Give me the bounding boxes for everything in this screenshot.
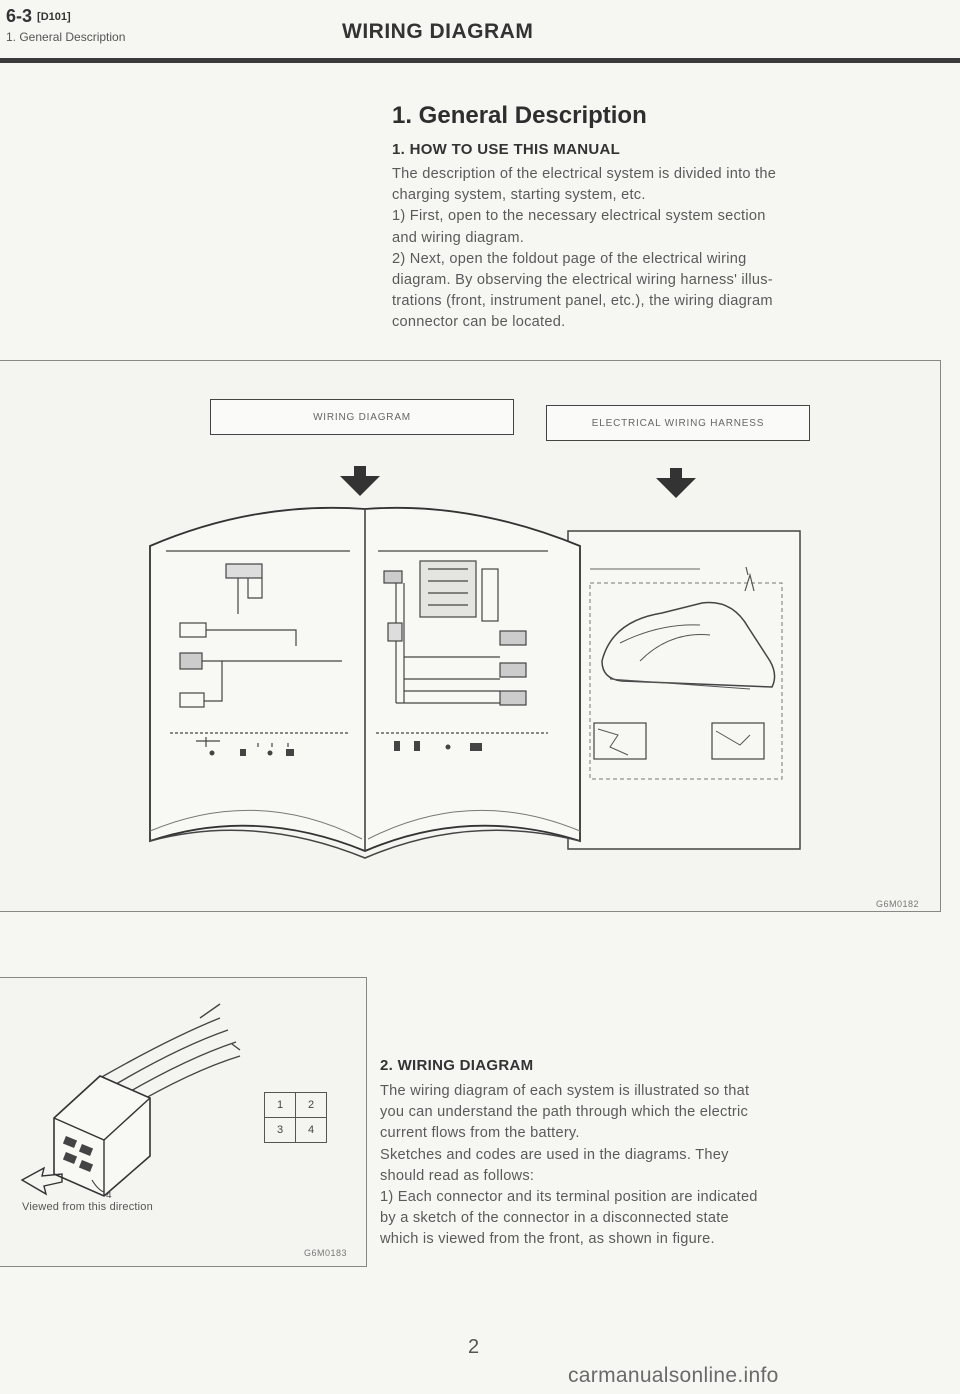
terminal-cell: 3: [265, 1118, 296, 1143]
page-title: WIRING DIAGRAM: [342, 20, 534, 43]
section2-heading: 2. WIRING DIAGRAM: [380, 1057, 534, 1074]
section-code: [D101]: [37, 11, 71, 23]
arrow-down-icon: [340, 466, 696, 498]
text-line: should read as follows:: [380, 1167, 535, 1184]
figure-connector: [0, 977, 367, 1267]
text-line: The description of the electrical system is divided into the: [392, 166, 777, 182]
pin-label: 4: [106, 1190, 112, 1201]
text-line: trations (front, instrument panel, etc.), the wiring diagram: [392, 293, 773, 310]
text-line: 2) Next, open the foldout page of the electrical wiring: [392, 250, 747, 267]
subsection-title: 1. General Description: [6, 30, 126, 44]
figure-code: G6M0182: [876, 899, 920, 909]
section1-heading: 1. HOW TO USE THIS MANUAL: [392, 141, 621, 158]
label-wiring-diagram: WIRING DIAGRAM: [210, 399, 514, 435]
text-line: 1) First, open to the necessary electrical system section: [392, 208, 766, 225]
header-rule: [0, 58, 960, 63]
view-direction-caption: Viewed from this direction: [22, 1201, 153, 1213]
figure-code: G6M0183: [304, 1248, 348, 1258]
text-line: which is viewed from the front, as shown in figure.: [380, 1231, 715, 1248]
text-line: by a sketch of the connector in a disconnected state: [380, 1210, 729, 1227]
text-line: 1) Each connector and its terminal position are indicated: [380, 1189, 758, 1206]
page-number: 2: [468, 1336, 480, 1358]
text-line: diagram. By observing the electrical wiring harness' illus-: [392, 272, 773, 289]
terminal-cell: 2: [296, 1093, 327, 1118]
section2-text: [380, 1081, 950, 1251]
watermark-text: carmanualsonline.info: [568, 1364, 779, 1387]
figure-manual-usage: [0, 360, 941, 912]
text-line: charging system, starting system, etc.: [392, 187, 646, 204]
text-line: current flows from the battery.: [380, 1125, 580, 1142]
text-line: Sketches and codes are used in the diagrams. They: [380, 1146, 729, 1163]
terminal-cell: 4: [296, 1118, 327, 1143]
text-line: and wiring diagram.: [392, 229, 525, 246]
main-heading: 1. General Description: [392, 102, 647, 129]
terminal-position-table: [264, 1092, 327, 1143]
text-line: you can understand the path through which the electric: [380, 1104, 749, 1121]
terminal-cell: 1: [265, 1093, 296, 1118]
text-line: The wiring diagram of each system is illustrated so that: [380, 1083, 750, 1099]
text-line: connector can be located.: [392, 314, 566, 331]
open-manual-illustration: [0, 361, 940, 911]
section-number: 6-3 [D101]: [6, 6, 71, 26]
label-electrical-wiring-harness: ELECTRICAL WIRING HARNESS: [546, 405, 810, 441]
section1-text: [392, 164, 952, 334]
